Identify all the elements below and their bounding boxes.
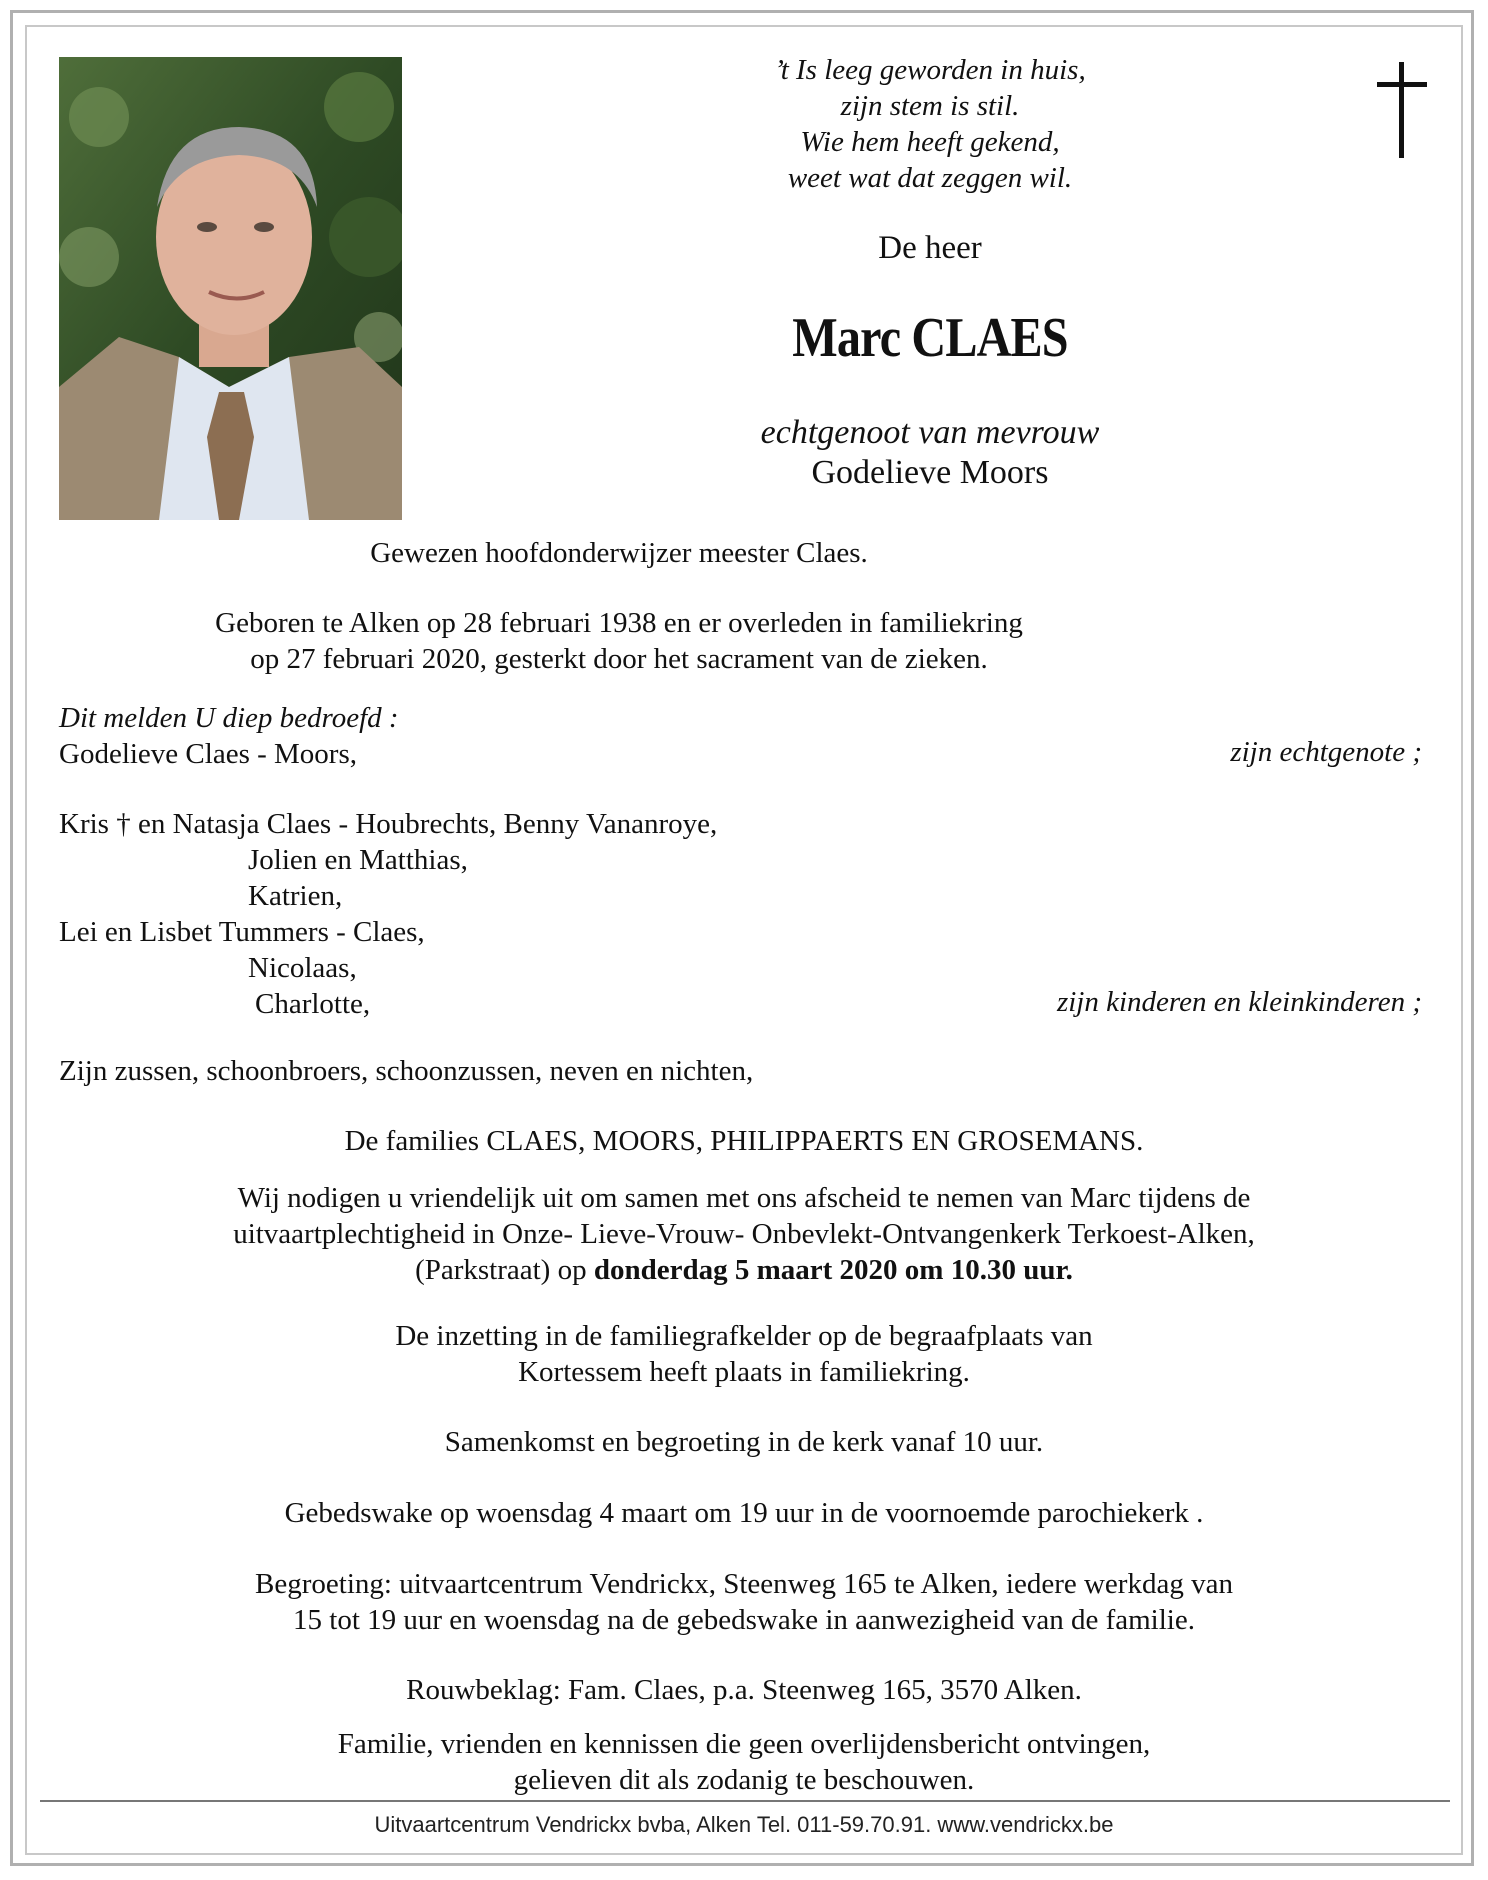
ceremony-date: donderdag 5 maart 2020 om 10.30 uur.: [593, 1254, 1073, 1286]
honorific: De heer: [878, 230, 982, 266]
gathering: Samenkomst en begroeting in de kerk vanaf 10 uur.: [444, 1426, 1044, 1458]
portrait-photo: [59, 57, 402, 520]
invitation-line: Wij nodigen u vriendelijk uit om samen met ons afscheid te nemen van Marc tijdens de: [237, 1182, 1251, 1214]
children-role: zijn kinderen en kleinkinderen ;: [1056, 986, 1422, 1018]
children-line: Kris † en Natasja Claes - Houbrechts, Benny Vananroye,: [59, 808, 718, 840]
widow: Godelieve Claes - Moors,: [59, 738, 357, 770]
poem: [560, 52, 1300, 196]
poem-line: ’t Is leeg geworden in huis,: [774, 54, 1086, 86]
children-line: Lei en Lisbet Tummers - Claes,: [59, 916, 425, 948]
closing-line: gelieven dit als zodanig te beschouwen.: [513, 1764, 975, 1796]
poem-line: zijn stem is stil.: [840, 90, 1020, 122]
closing-line: Familie, vrienden en kennissen die geen overlijdensbericht ontvingen,: [337, 1728, 1151, 1760]
burial: [0, 1318, 1488, 1390]
birth-death: [0, 605, 1238, 677]
condolences: Rouwbeklag: Fam. Claes, p.a. Steenweg 165, 3570 Alken.: [406, 1674, 1082, 1706]
spouse-label: echtgenoot van mevrouw: [760, 414, 1100, 451]
children-line: Nicolaas,: [248, 952, 357, 984]
birth-death-line: op 27 februari 2020, gesterkt door het sacrament van de zieken.: [250, 643, 988, 675]
footer-divider: [40, 1800, 1450, 1802]
poem-line: weet wat dat zeggen wil.: [787, 162, 1073, 194]
deceased-name: Marc CLAES: [792, 307, 1068, 369]
children-line: Jolien en Matthias,: [248, 844, 468, 876]
mourners-intro: Dit melden U diep bedroefd :: [59, 702, 399, 734]
poem-line: Wie hem heeft gekend,: [800, 126, 1060, 158]
greeting: [0, 1566, 1488, 1638]
birth-death-line: Geboren te Alken op 28 februari 1938 en er overleden in familiekring: [215, 607, 1023, 639]
invitation-line: [0, 1252, 1488, 1288]
siblings: Zijn zussen, schoonbroers, schoonzussen, neven en nichten,: [59, 1055, 754, 1087]
footer: Uitvaartcentrum Vendrickx bvba, Alken Tel. 011-59.70.91. www.vendrickx.be: [374, 1812, 1114, 1837]
children-list: [59, 806, 717, 1022]
occupation: Gewezen hoofdonderwijzer meester Claes.: [370, 537, 868, 569]
burial-line: Kortessem heeft plaats in familiekring.: [518, 1356, 970, 1388]
invitation: [0, 1180, 1488, 1288]
vigil: Gebedswake op woensdag 4 maart om 19 uur in de voornoemde parochiekerk .: [284, 1497, 1204, 1529]
children-line: Charlotte,: [255, 988, 371, 1020]
invitation-line-text: (Parkstraat) op: [415, 1254, 594, 1286]
families: De families CLAES, MOORS, PHILIPPAERTS EN GROSEMANS.: [344, 1125, 1144, 1157]
invitation-line: uitvaartplechtigheid in Onze- Lieve-Vrouw- Onbevlekt-Ontvangenkerk Terkoest-Alken,: [233, 1218, 1255, 1250]
greeting-line: Begroeting: uitvaartcentrum Vendrickx, Steenweg 165 te Alken, iedere werkdag van: [255, 1568, 1233, 1600]
spouse-name: Godelieve Moors: [811, 454, 1049, 491]
closing: [0, 1726, 1488, 1798]
cross-icon: [1372, 62, 1432, 158]
burial-line: De inzetting in de familiegrafkelder op de begraafplaats van: [395, 1320, 1093, 1352]
widow-role: zijn echtgenote ;: [1230, 736, 1422, 768]
children-line: Katrien,: [248, 880, 343, 912]
greeting-line: 15 tot 19 uur en woensdag na de gebedswake in aanwezigheid van de familie.: [293, 1604, 1195, 1636]
